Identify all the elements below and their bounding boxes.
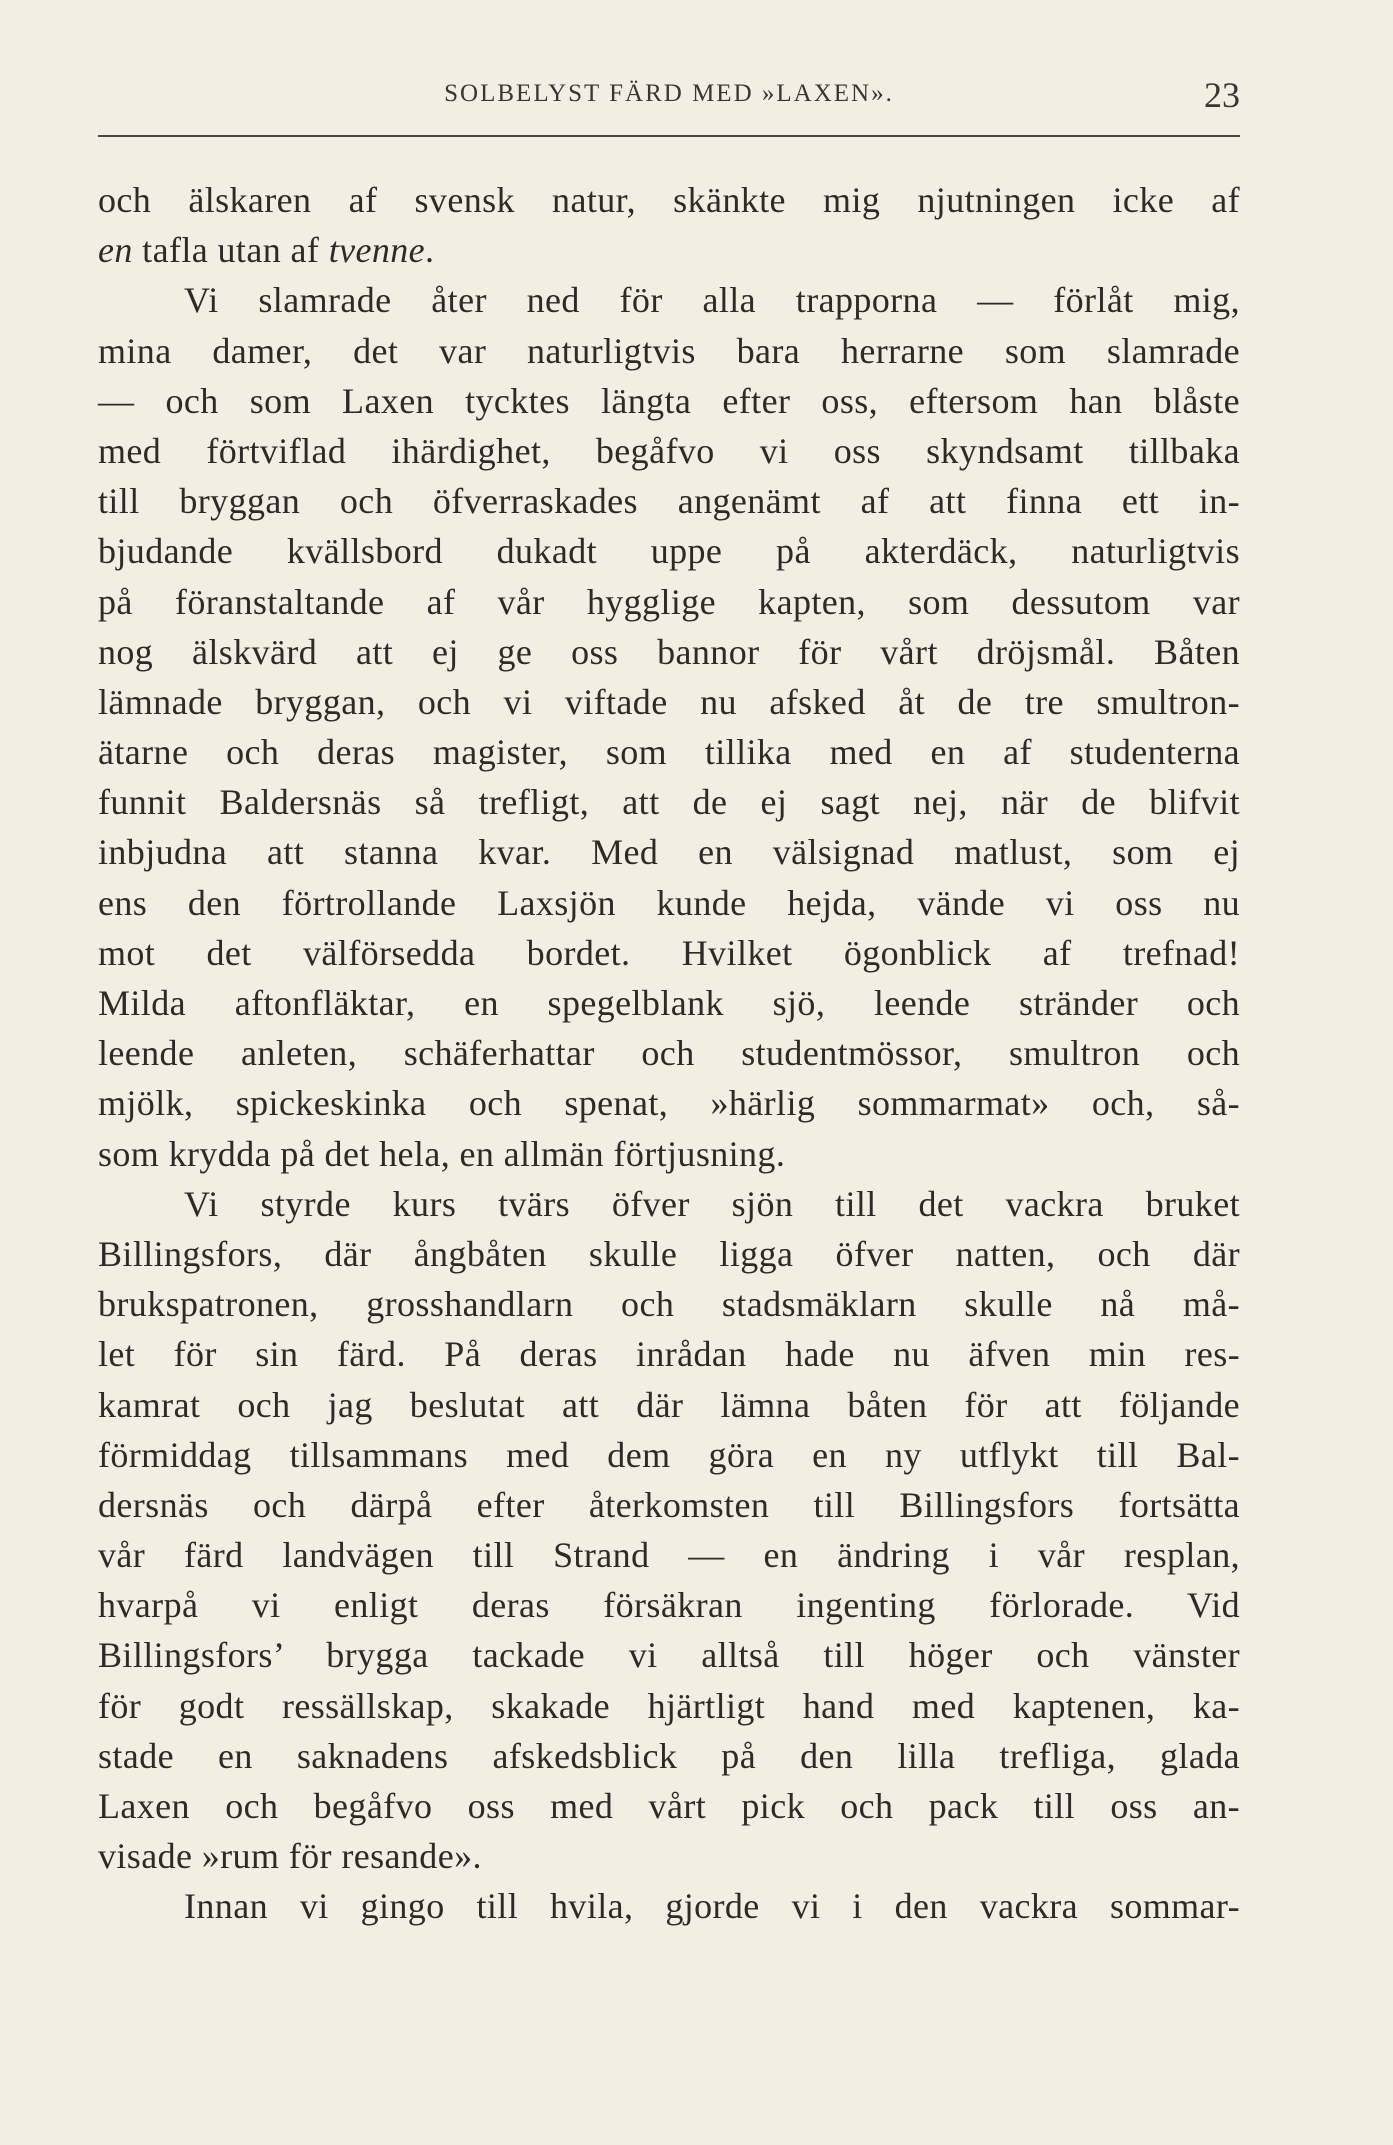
line-text: mina damer, det var naturligtvis bara herrarne som slamrade (98, 330, 1240, 371)
line-text: på föranstaltande af vår hygglige kapten, som dessutom var (98, 581, 1240, 622)
body-text (98, 175, 1240, 1932)
running-header (98, 75, 1240, 118)
header-rule (98, 135, 1240, 137)
text-line (98, 1781, 1240, 1831)
text-line (98, 1129, 1240, 1179)
text-line (98, 1329, 1240, 1379)
text-line (98, 1681, 1240, 1731)
line-text: mot det välförsedda bordet. Hvilket ögonblick af trefnad! (98, 932, 1240, 973)
text-line (98, 777, 1240, 827)
line-text: tafla utan af (132, 230, 329, 271)
text-line (98, 1530, 1240, 1580)
page-number: 23 (1204, 75, 1240, 115)
line-text: leende anleten, schäferhattar och studentmössor, smultron och (98, 1033, 1240, 1074)
line-text: Billingsfors, där ångbåten skulle ligga öfver natten, och där (98, 1233, 1240, 1274)
line-text: brukspatronen, grosshandlarn och stadsmäklarn skulle nå må- (98, 1284, 1240, 1325)
italic-word: tvenne (328, 230, 426, 271)
text-line (98, 1028, 1240, 1078)
text-line (98, 727, 1240, 777)
italic-word: en (98, 230, 133, 271)
line-text: hvarpå vi enligt deras försäkran ingenting förlorade. Vid (98, 1585, 1240, 1626)
line-text: Milda aftonfläktar, en spegelblank sjö, leende stränder och (98, 983, 1240, 1023)
text-line (98, 275, 1240, 325)
line-text: förmiddag tillsammans med dem göra en ny utflykt till Bal- (98, 1434, 1240, 1475)
text-line (98, 1380, 1240, 1430)
text-line (98, 577, 1240, 627)
text-line (98, 627, 1240, 677)
line-text: Billingsfors’ brygga tackade vi alltså till höger och vänster (98, 1635, 1240, 1676)
text-line (98, 175, 1240, 225)
text-line (98, 928, 1240, 978)
line-text: kamrat och jag beslutat att där lämna båten för att följande (98, 1384, 1240, 1425)
line-text: — och som Laxen tycktes längta efter oss, eftersom han blåste (98, 380, 1240, 421)
line-text: Laxen och begåfvo oss med vårt pick och pack till oss an- (98, 1786, 1240, 1826)
line-text: vår färd landvägen till Strand — en ändring i vår resplan, (98, 1535, 1240, 1576)
line-tail: . (425, 230, 435, 271)
text-line (98, 1580, 1240, 1630)
line-text: ens den förtrollande Laxsjön kunde hejda, vände vi oss nu (98, 882, 1240, 923)
line-text: Innan vi gingo till hvila, gjorde vi i den vackra sommar- (184, 1886, 1240, 1927)
text-line (98, 1430, 1240, 1480)
text-line (98, 476, 1240, 526)
text-line (98, 1480, 1240, 1530)
text-line (98, 1179, 1240, 1229)
line-text: Vi slamrade åter ned för alla trapporna — förlåt mig, (184, 280, 1240, 321)
line-text: bjudande kvällsbord dukadt uppe på akterdäck, naturligtvis (98, 531, 1240, 572)
text-line (98, 878, 1240, 928)
line-text: med förtviflad ihärdighet, begåfvo vi oss skyndsamt tillbaka (98, 430, 1240, 471)
text-line (98, 326, 1240, 376)
text-line (98, 1831, 1240, 1881)
line-text: mjölk, spickeskinka och spenat, »härlig sommarmat» och, så- (98, 1083, 1240, 1124)
text-line (98, 978, 1240, 1028)
text-line (98, 1630, 1240, 1680)
line-text: inbjudna att stanna kvar. Med en välsignad matlust, som ej (98, 832, 1240, 873)
line-text: ätarne och deras magister, som tillika med en af studenterna (98, 732, 1240, 773)
line-text: visade »rum för resande». (98, 1836, 482, 1877)
running-title: SOLBELYST FÄRD MED »LAXEN». (444, 80, 894, 107)
line-text: nog älskvärd att ej ge oss bannor för vårt dröjsmål. Båten (98, 631, 1240, 672)
line-text: funnit Baldersnäs så trefligt, att de ej sagt nej, när de blifvit (98, 782, 1240, 823)
line-text: som krydda på det hela, en allmän förtjusning. (98, 1133, 786, 1174)
text-line (98, 1881, 1240, 1931)
text-line (98, 1279, 1240, 1329)
line-text: dersnäs och därpå efter återkomsten till Billingsfors fortsätta (98, 1484, 1240, 1525)
text-line (98, 376, 1240, 426)
text-line (98, 677, 1240, 727)
line-text: stade en saknadens afskedsblick på den lilla trefliga, glada (98, 1735, 1240, 1776)
line-text: till bryggan och öfverraskades angenämt af att finna ett in- (98, 481, 1240, 522)
line-text: let för sin färd. På deras inrådan hade nu äfven min res- (98, 1334, 1240, 1375)
text-line (98, 1229, 1240, 1279)
text-line (98, 1078, 1240, 1128)
line-text: Vi styrde kurs tvärs öfver sjön till det vackra bruket (184, 1183, 1240, 1224)
text-line (98, 1731, 1240, 1781)
text-line (98, 225, 1240, 275)
line-text: lämnade bryggan, och vi viftade nu afsked åt de tre smultron- (98, 681, 1240, 722)
text-line (98, 426, 1240, 476)
text-line (98, 526, 1240, 576)
line-text: för godt ressällskap, skakade hjärtligt hand med kaptenen, ka- (98, 1685, 1240, 1726)
text-line (98, 827, 1240, 877)
line-text: och älskaren af svensk natur, skänkte mig njutningen icke af (98, 180, 1240, 220)
